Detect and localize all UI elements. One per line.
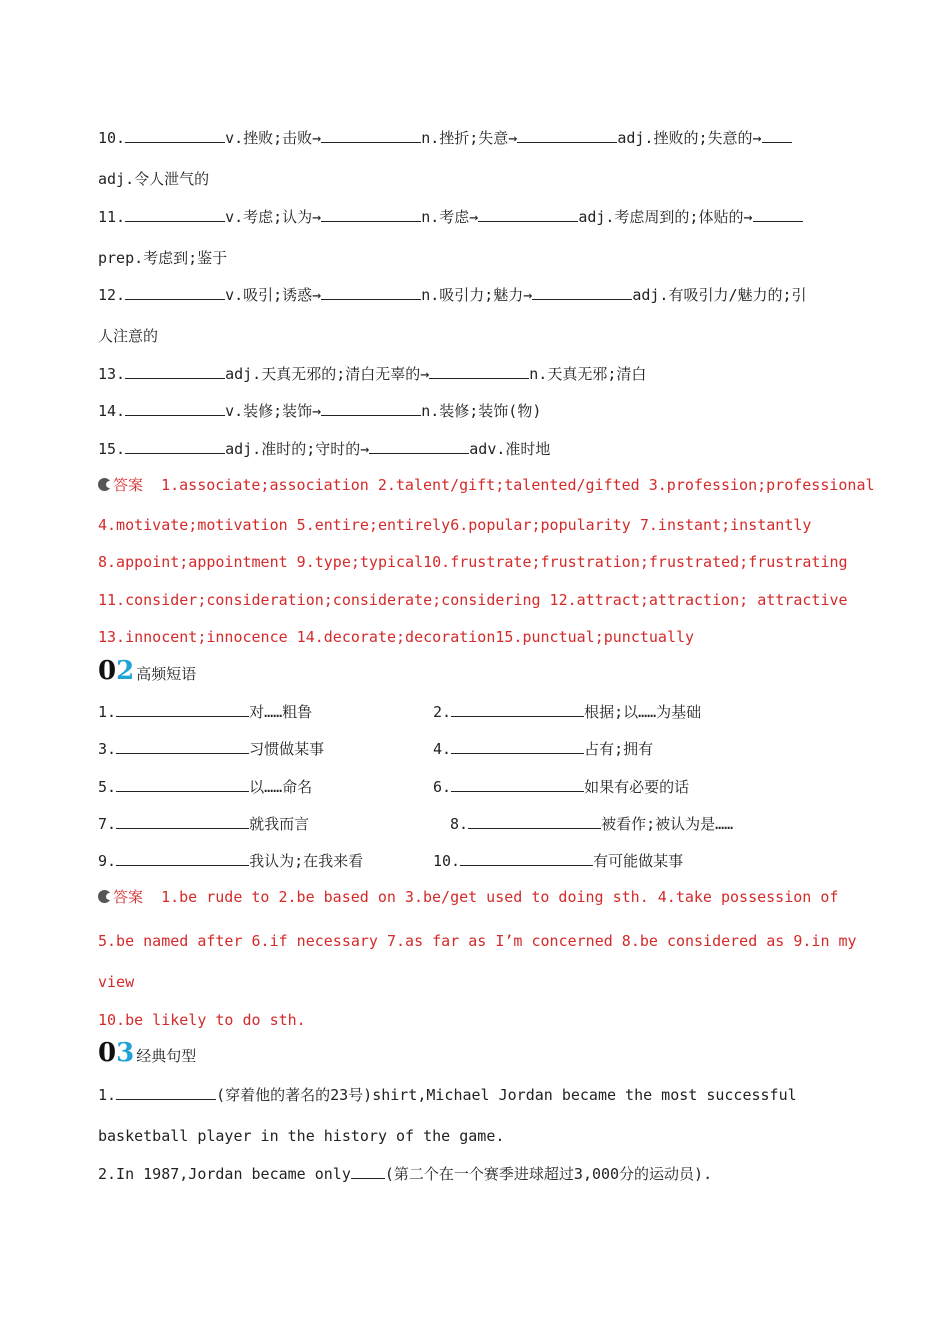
section-title: 经典句型: [136, 1047, 197, 1065]
vocab-item-10-cont: adj.令人泄气的: [98, 170, 210, 188]
blank[interactable]: [369, 439, 469, 454]
blank[interactable]: [125, 207, 225, 222]
phrase-item: 1. 对……粗鲁: [98, 703, 313, 721]
sentence-cont: basketball player in the history of the game.: [98, 1127, 505, 1145]
blank[interactable]: [125, 401, 225, 416]
blank[interactable]: [116, 814, 249, 829]
answer-icon: [98, 890, 111, 903]
blank[interactable]: [321, 207, 421, 222]
vocab-item-15: 15. adj.准时的;守时的→ adv.准时地: [98, 440, 551, 458]
answer-line: 答案 1.associate;association 2.talent/gift;talented/gifted 3.profession;professional: [98, 475, 875, 495]
blank[interactable]: [429, 364, 529, 379]
vocab-item-13: 13. adj.天真无邪的;清白无辜的→ n.天真无邪;清白: [98, 365, 647, 383]
phrase-item: 4. 占有;拥有: [433, 740, 654, 758]
blank[interactable]: [460, 851, 593, 866]
section-heading: [98, 1038, 196, 1068]
sentence-item: 2.In 1987,Jordan became only (第二个在一个赛季进球超过3,000分的运动员).: [98, 1165, 713, 1183]
blank[interactable]: [451, 777, 584, 792]
blank[interactable]: [478, 207, 578, 222]
answer-line: 10.be likely to do sth.: [98, 1011, 306, 1029]
blank[interactable]: [125, 128, 225, 143]
phrase-item: 3. 习惯做某事: [98, 740, 325, 758]
answer-line: 5.be named after 6.if necessary 7.as far as I’m concerned 8.be considered as 9.in my: [98, 932, 857, 950]
answer-line: 11.consider;consideration;considerate;considering 12.attract;attraction; attractive: [98, 591, 848, 609]
blank[interactable]: [753, 207, 803, 222]
blank[interactable]: [116, 1085, 216, 1100]
answer-line: view: [98, 973, 135, 991]
answer-line: 8.appoint;appointment 9.type;typical10.frustrate;frustration;frustrated;frustrating: [98, 553, 848, 571]
answer-line: 4.motivate;motivation 5.entire;entirely6.popular;popularity 7.instant;instantly: [98, 516, 812, 534]
blank[interactable]: [321, 401, 421, 416]
answer-label: 答案: [113, 476, 144, 494]
vocab-item-11: 11. v.考虑;认为→ n.考虑→ adj.考虑周到的;体贴的→: [98, 207, 803, 227]
section-heading: [98, 656, 196, 686]
blank[interactable]: [517, 128, 617, 143]
section-number: 03: [98, 1038, 135, 1068]
answer-icon: [98, 478, 111, 491]
sentence-item: 1. (穿着他的著名的23号)shirt,Michael Jordan became the most successful: [98, 1086, 797, 1104]
vocab-item-12: 12. v.吸引;诱惑→ n.吸引力;魅力→ adj.有吸引力/魅力的;引: [98, 286, 807, 304]
blank[interactable]: [532, 285, 632, 300]
blank[interactable]: [321, 285, 421, 300]
vocab-item-12-cont: 人注意的: [98, 327, 159, 345]
vocab-item-14: 14. v.装修;装饰→ n.装修;装饰(物): [98, 402, 542, 420]
phrase-item: 9. 我认为;在我来看: [98, 852, 364, 870]
blank[interactable]: [125, 439, 225, 454]
phrase-item: 7. 就我而言: [98, 815, 310, 833]
vocab-item-11-cont: prep.考虑到;鉴于: [98, 249, 228, 267]
vocab-item-10: 10. v.挫败;击败→ n.挫折;失意→ adj.挫败的;失意的→: [98, 128, 792, 148]
blank[interactable]: [762, 128, 792, 143]
phrase-item: 2. 根据;以……为基础: [433, 703, 702, 721]
blank[interactable]: [116, 702, 249, 717]
blank[interactable]: [116, 851, 249, 866]
phrase-item: 5. 以……命名: [98, 778, 313, 796]
blank[interactable]: [116, 777, 249, 792]
answer-line: 答案 1.be rude to 2.be based on 3.be/get used to doing sth. 4.take possession of: [98, 887, 838, 907]
blank[interactable]: [125, 364, 225, 379]
blank[interactable]: [125, 285, 225, 300]
blank[interactable]: [468, 814, 601, 829]
answer-line: 13.innocent;innocence 14.decorate;decoration15.punctual;punctually: [98, 628, 695, 646]
section-title: 高频短语: [136, 665, 197, 683]
phrase-item: 6. 如果有必要的话: [433, 778, 690, 796]
answer-label: 答案: [113, 888, 144, 906]
phrase-item: 10. 有可能做某事: [433, 852, 684, 870]
blank[interactable]: [451, 702, 584, 717]
phrase-item: 8. 被看作;被认为是……: [450, 815, 734, 833]
blank[interactable]: [116, 739, 249, 754]
blank[interactable]: [321, 128, 421, 143]
blank[interactable]: [351, 1164, 385, 1179]
section-number: 02: [98, 656, 135, 686]
blank[interactable]: [451, 739, 584, 754]
